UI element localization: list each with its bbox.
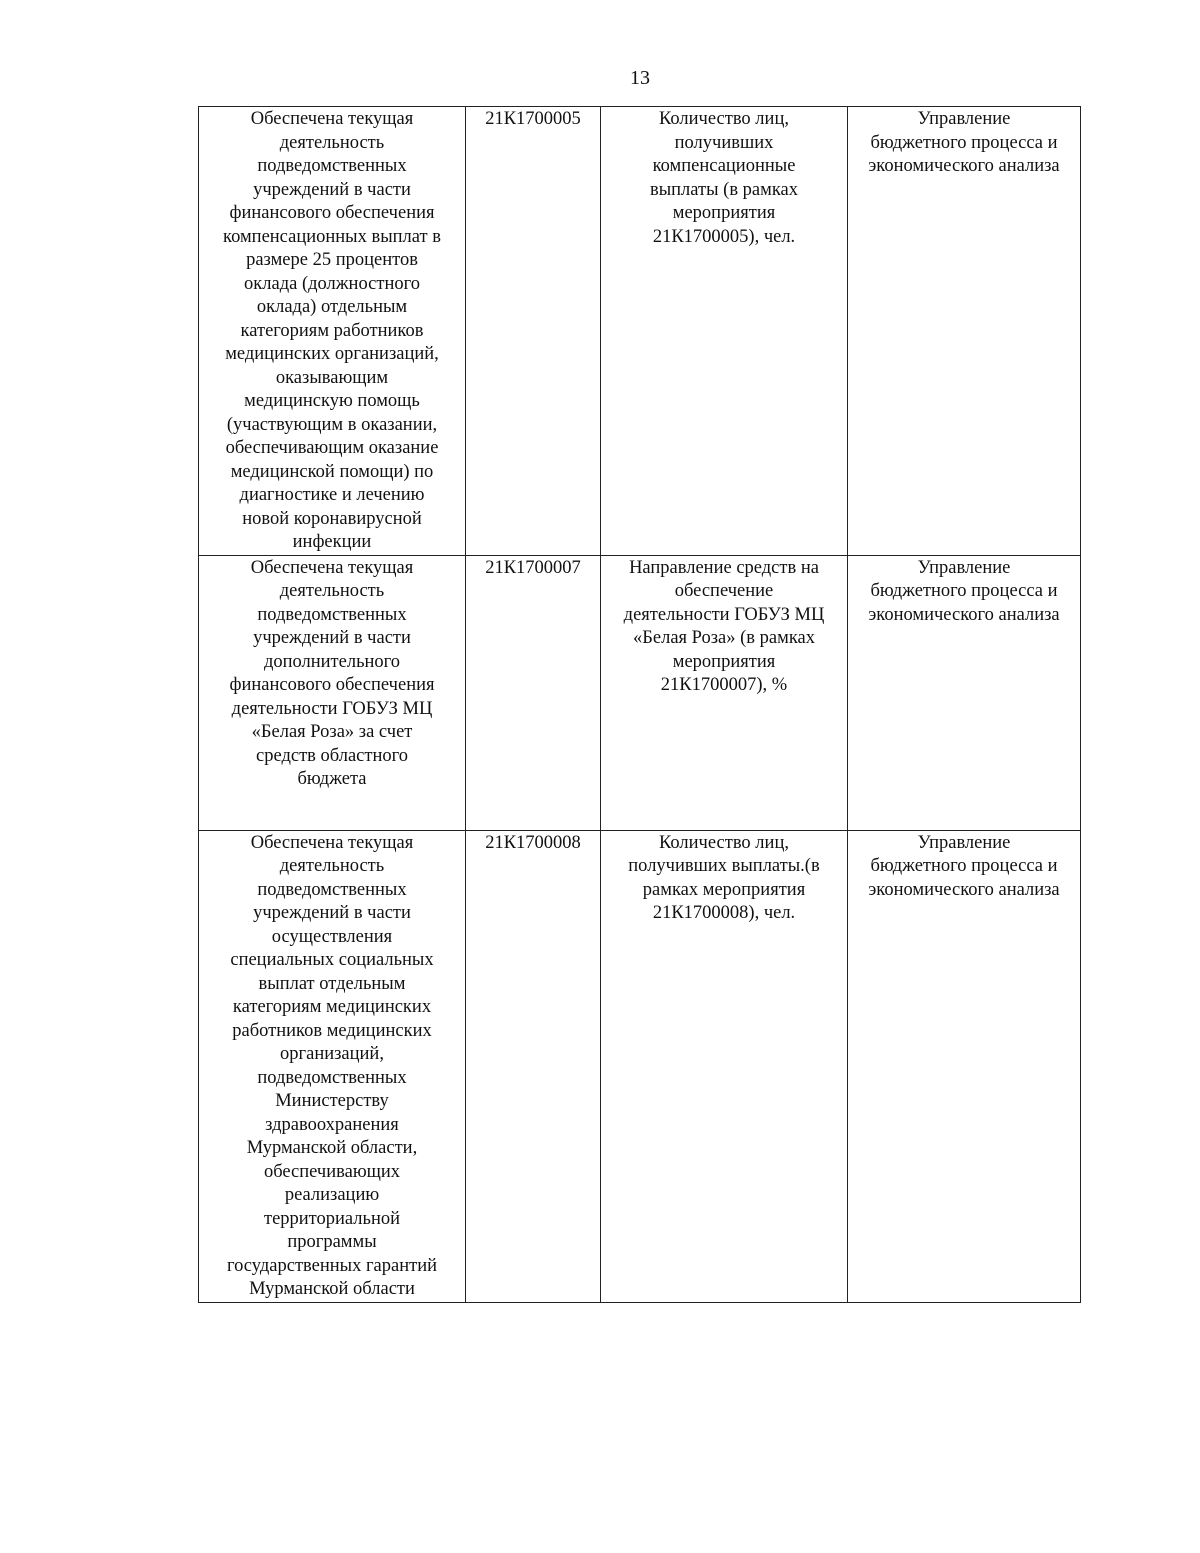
task-text: Обеспечена текущая деятельность подведомственных учреждений в части дополнительного финансового обеспечения деятельности ГОБУЗ МЦ «Белая Роза» за счет средств областного бюджета [229,557,435,789]
responsible-text: Управление бюджетного процесса и экономического анализа [868,109,1060,176]
task-cell [199,555,466,830]
task-cell [199,107,466,556]
responsible-text: Управление бюджетного процесса и экономического анализа [868,832,1060,900]
indicator-text: Направление средств на обеспечение деятельности ГОБУЗ МЦ «Белая Роза» (в рамках мероприятия 21К1700007), % [623,557,825,695]
indicator-text: Количество лиц, получивших компенсационные выплаты (в рамках мероприятия 21К1700005), чел. [649,109,799,247]
task-text: Обеспечена текущая деятельность подведомственных учреждений в части осуществления специальных социальных выплат отдельным категориям медицинских работников медицинских организаций, подведомственных Министерству здравоохранения Мурманской области, обеспечивающих реализацию территориальной программы государственных гарантий Мурманской области [226,832,438,1299]
table-row [199,555,1081,830]
indicator-cell [601,555,848,830]
code-cell [466,830,601,1302]
task-cell [199,830,466,1302]
code-cell [466,107,601,556]
code-text: 21К1700005 [485,109,581,129]
code-text: 21К1700008 [485,832,581,853]
task-text: Обеспечена текущая деятельность подведомственных учреждений в части финансового обеспечения компенсационных выплат в размере 25 процентов оклада (должностного оклада) отдельным категориям работников медицинских организаций, оказывающим медицинскую помощь (участвующим в оказании, обеспечивающим оказание медицинской помощи) по диагностике и лечению новой коронавирусной инфекции [223,109,441,552]
table-row [199,107,1081,556]
responsible-cell [848,107,1081,556]
responsible-cell [848,555,1081,830]
responsible-text: Управление бюджетного процесса и экономического анализа [868,557,1060,625]
code-text: 21К1700007 [485,557,581,578]
results-table [198,106,1081,1303]
code-cell [466,555,601,830]
responsible-cell [848,830,1081,1302]
indicator-cell [601,830,848,1302]
page-number: 13 [630,67,650,89]
indicator-text: Количество лиц, получивших выплаты.(в рамках мероприятия 21К1700008), чел. [628,832,820,923]
indicator-cell [601,107,848,556]
table-row [199,830,1081,1302]
